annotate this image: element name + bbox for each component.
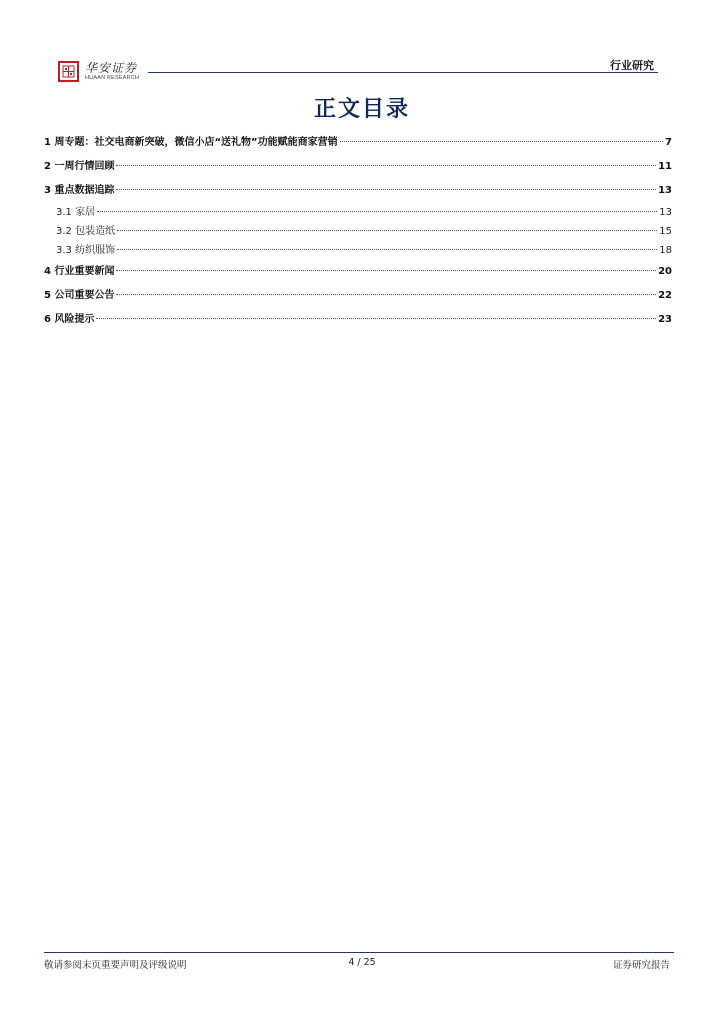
toc-entry[interactable]: [44, 241, 672, 260]
toc-entry-label: 6 风险提示: [44, 314, 95, 325]
toc-entry-page: 13: [658, 185, 672, 196]
toc-leader-dots: [116, 270, 656, 271]
table-of-contents: [44, 131, 672, 332]
footer-divider: [44, 952, 674, 953]
toc-entry[interactable]: [44, 308, 672, 332]
footer-disclaimer: 敬请参阅末页重要声明及评级说明: [44, 960, 187, 971]
toc-leader-dots: [116, 189, 656, 190]
toc-entry-page: 15: [659, 226, 672, 237]
toc-entry-label: 5 公司重要公告: [44, 290, 115, 301]
toc-entry-label: 4 行业重要新闻: [44, 266, 115, 277]
toc-leader-dots: [340, 141, 663, 142]
toc-entry-page: 23: [658, 314, 672, 325]
toc-entry[interactable]: [44, 155, 672, 179]
footer-report-type: 证券研究报告: [612, 960, 670, 971]
logo-seal-icon: [58, 61, 79, 82]
toc-entry[interactable]: [44, 222, 672, 241]
toc-entry[interactable]: [44, 260, 672, 284]
toc-entry[interactable]: [44, 131, 672, 155]
toc-entry-page: 7: [665, 137, 672, 148]
toc-entry-page: 11: [658, 161, 672, 172]
logo-english-name: HUAAN RESEARCH: [85, 74, 140, 81]
toc-leader-dots: [116, 294, 656, 295]
header-divider: [148, 72, 658, 73]
toc-leader-dots: [116, 165, 656, 166]
toc-entry-page: 20: [658, 266, 672, 277]
toc-entry[interactable]: [44, 203, 672, 222]
report-category: 行业研究: [610, 59, 654, 72]
company-logo: [58, 61, 139, 82]
toc-entry-page: 13: [659, 207, 672, 218]
toc-leader-dots: [97, 211, 657, 212]
toc-entry-label: 2 一周行情回顾: [44, 161, 115, 172]
toc-entry-label: 3.1 家居: [56, 207, 96, 218]
toc-entry[interactable]: [44, 179, 672, 203]
toc-entry-label: 3 重点数据追踪: [44, 185, 115, 196]
page-title: 正文目录: [313, 96, 410, 122]
toc-entry-page: 22: [658, 290, 672, 301]
toc-leader-dots: [96, 318, 656, 319]
toc-entry[interactable]: [44, 284, 672, 308]
toc-leader-dots: [117, 230, 657, 231]
toc-entry-label: 1 周专题：社交电商新突破，微信小店“送礼物”功能赋能商家营销: [44, 137, 338, 148]
toc-entry-page: 18: [659, 245, 672, 256]
page-indicator: 4 / 25: [348, 957, 376, 968]
page-header: [0, 0, 724, 90]
toc-leader-dots: [117, 249, 657, 250]
logo-chinese-name: 华安证券: [85, 60, 138, 75]
toc-entry-label: 3.3 纺织服饰: [56, 245, 116, 256]
toc-entry-label: 3.2 包装造纸: [56, 226, 116, 237]
